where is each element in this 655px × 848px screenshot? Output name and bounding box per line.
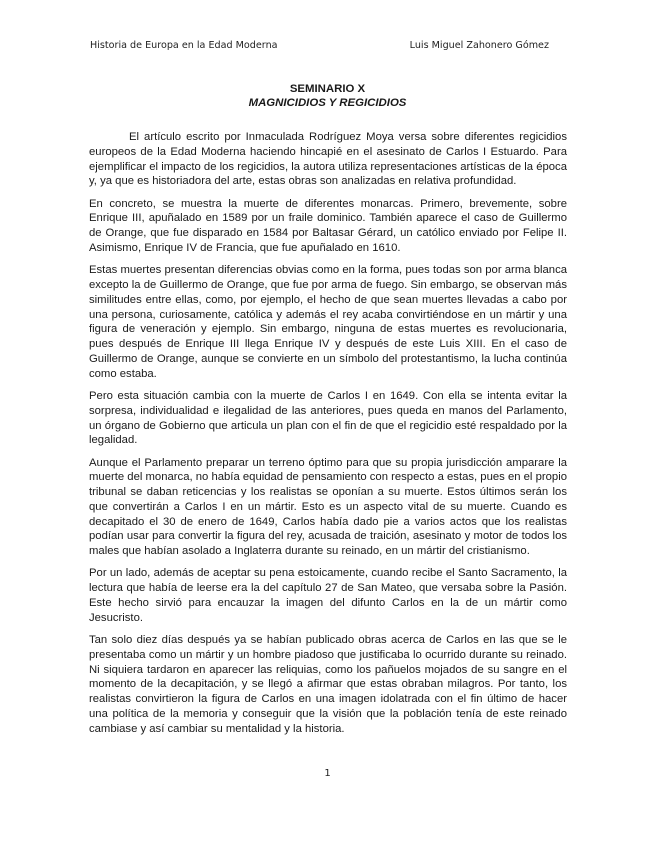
document-body [89, 130, 567, 744]
paragraph-1: El artículo escrito por Inmaculada Rodríguez Moya versa sobre diferentes regicidios europeos de la Edad Moderna haciendo hincapié en el asesinato de Carlos I Estuardo. Para ejemplificar el impacto de los regicidios, la autora utiliza representaciones artísticas de la época y, ya que es historiadora del arte, estas obras son analizadas en relativa profundidad. [89, 131, 567, 188]
title-block [90, 82, 565, 110]
seminar-title: SEMINARIO X [289, 83, 366, 95]
paragraph-6: Por un lado, además de aceptar su pena estoicamente, cuando recibe el Santo Sacramento, la lectura que había de leerse era la del capítulo 27 de San Mateo, que versaba sobre la Pasión. Este hecho sirvió para encauzar la imagen del difunto Carlos en la de un mártir como Jesucristo. [89, 567, 567, 624]
page-header [90, 40, 549, 51]
paragraph-3: Estas muertes presentan diferencias obvias como en la forma, pues todas son por arma blanca excepto la de Guillermo de Orange, que fue por arma de fuego. Sin embargo, se observan más similitudes entre ellas, como, por ejemplo, el hecho de que sean muertes llevadas a cabo por una persona, curiosamente, católica y además el rey acaba convirtiéndose en un mártir y una figura de veneración y ejemplo. Sin embargo, ninguna de estas muertes es revolucionaria, pues después de Enrique III llega Enrique IV y después de este Luis XIII. En el caso de Guillermo de Orange, aunque se convierte en un símbolo del protestantismo, la lucha continúa como estaba. [89, 264, 567, 380]
paragraph-4: Pero esta situación cambia con la muerte de Carlos I en 1649. Con ella se intenta evitar la sorpresa, individualidad e ilegalidad de las anteriores, pues queda en manos del Parlamento, un órgano de Gobierno que articula un plan con el fin de que el regicidio esté respaldado por la legalidad. [89, 389, 567, 447]
page-number: 1 [324, 768, 331, 779]
paragraph-2: En concreto, se muestra la muerte de diferentes monarcas. Primero, brevemente, sobre Enrique III, apuñalado en 1589 por un fraile dominico. También aparece el caso de Guillermo de Orange, que fue disparado en 1584 por Baltasar Gérard, un católico enviado por Felipe II. Asimismo, Enrique IV de Francia, que fue apuñalado en 1610. [89, 197, 567, 254]
paragraph-5: Aunque el Parlamento preparar un terreno óptimo para que su propia jurisdicción amparare la muerte del monarca, no había equidad de pensamiento con respecto a estas, pues en el propio tribunal se daban reticencias y los realistas se oponían a su muerte. Estos últimos serán los que convertirán a Carlos I en un mártir. Esto es un aspecto vital de su muerte. Cuando es decapitado el 30 de enero de 1649, Carlos había dado pie a varios actos que los realistas podían usar para convertir la figura del rey, acusada de traición, asesinato y motor de todos los males que habían asolado a Inglaterra durante su reinado, en un mártir del cristianismo. [89, 456, 567, 558]
header-course-title: Historia de Europa en la Edad Moderna [90, 40, 278, 51]
header-author-name: Luis Miguel Zahonero Gómez [409, 40, 549, 51]
paragraph-7: Tan solo diez días después ya se habían publicado obras acerca de Carlos en las que se le presentaba como un mártir y un hombre piadoso que justificaba lo ocurrido durante su reinado. Ni siquiera tardaron en aparecer las reliquias, como los pañuelos mojados de su sangre en el momento de la decapitación, y se llegó a afirmar que estas obraban milagros. Por tanto, los realistas convirtieron la figura de Carlos en una imagen idolatrada con el fin último de hacer una política de la memoria y conseguir que la visión que la población tenía de este reinado cambiase y así cambiar su mentalidad y la historia. [89, 634, 567, 735]
seminar-subtitle: MAGNICIDIOS Y REGICIDIOS [248, 97, 407, 109]
